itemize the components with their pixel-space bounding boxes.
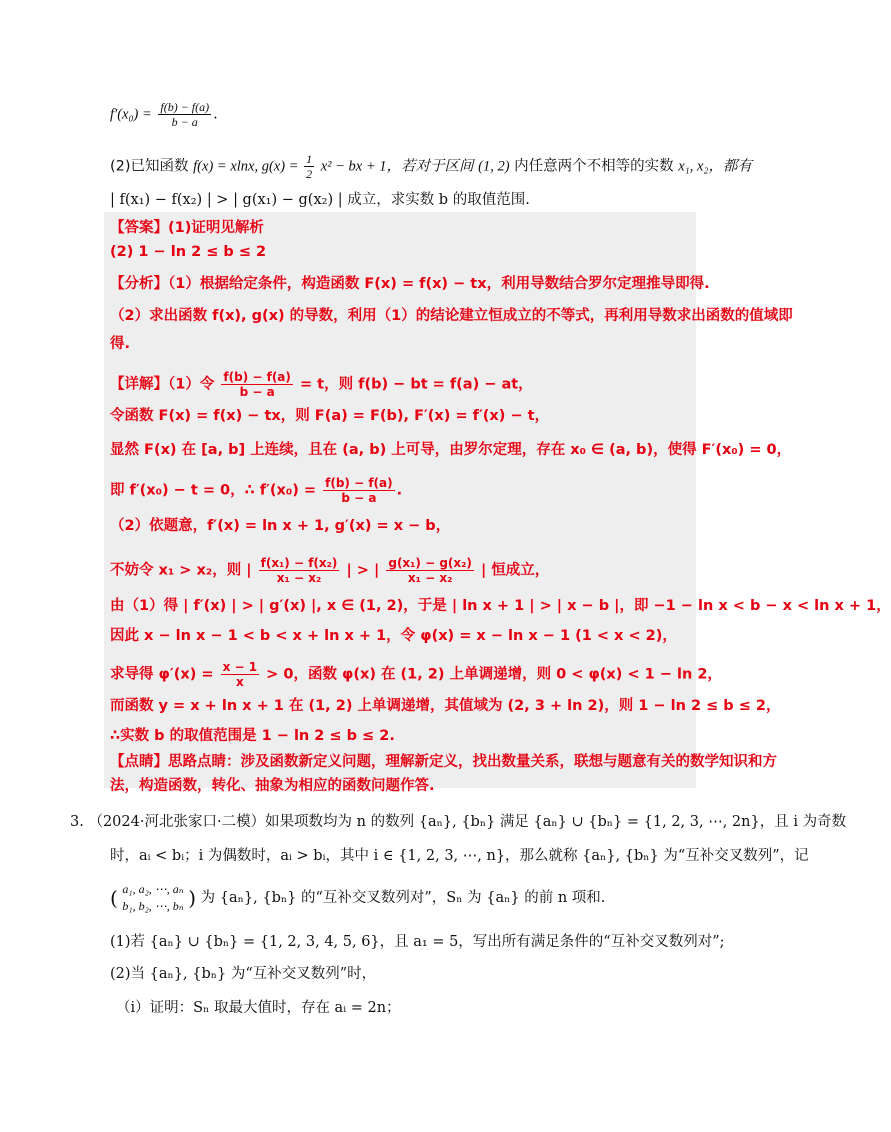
- solution-8: 因此 x − ln x − 1 < b < x + ln x + 1，令 φ(x) = x − ln x − 1 (1 < x < 2)，: [110, 628, 677, 644]
- solution-7: 由（1）得 | f′(x) | > | g′(x) |, x ∈ (1, 2)，于是 | ln x + 1 | > | x − b |，即 −1 − ln x < b − x < ln x + 1，: [110, 598, 891, 614]
- solution-4: 即 f′(x₀) − t = 0，∴ f′(x₀) = $\frac{f(b) - f(a)}{b - a}$ .: [110, 476, 403, 505]
- question-3-part1: (1)若 {aₙ} ∪ {bₙ} = {1, 2, 3, 4, 5, 6}，且 a₁ = 5，写出所有满足条件的“互补交叉数列对”;: [110, 934, 725, 950]
- derivative-conclusion: f′(x₀) = $\frac{f(b) - f(a)}{b - a}$ .: [110, 100, 218, 129]
- tip-2: 法，构造函数，转化、抽象为相应的函数问题作答.: [110, 778, 435, 794]
- question-2-text-line2: | f(x₁) − f(x₂) | > | g(x₁) − g(x₂) | 成立，求实数 b 的取值范围.: [110, 192, 530, 208]
- solution-5: （2）依题意，f′(x) = ln x + 1, g′(x) = x − b，: [110, 518, 451, 534]
- analysis-1: 【分析】（1）根据给定条件，构造函数 F(x) = f(x) − tx，利用导数结合罗尔定理推导即得.: [110, 276, 710, 292]
- solution-3: 显然 F(x) 在 [a, b] 上连续，且在 (a, b) 上可导，由罗尔定理，存在 x₀ ∈ (a, b)，使得 F′(x₀) = 0，: [110, 442, 792, 458]
- question-2-text: (2)已知函数 f(x) = xlnx, g(x) = $\frac{1}{2}$ x² − bx + 1，若对于区间 (1, 2) 内任意两个不相等的实数 x₁, x₂，都有: [110, 152, 752, 181]
- solution-9: 求导得 φ′(x) = $\frac{x - 1}{x}$ > 0，函数 φ(x) 在 (1, 2) 上单调递增，则 0 < φ(x) < 1 − ln 2，: [110, 660, 722, 689]
- answer-range: (2) 1 − ln 2 ≤ b ≤ 2: [110, 244, 267, 260]
- analysis-2-end: 得.: [110, 336, 131, 352]
- solution-1: 【详解】（1）令 $\frac{f(b) - f(a)}{b - a}$ = t，则 f(b) − bt = f(a) − at，: [110, 370, 533, 399]
- answer-heading: 【答案】(1)证明见解析: [110, 220, 264, 236]
- tip-1: 【点睛】思路点睛：涉及函数新定义问题，理解新定义，找出数量关系，联想与题意有关的数学知识和方: [110, 754, 777, 770]
- fraction: $\frac{f(b) - f(a)}{b - a}$: [160, 100, 210, 129]
- question-3-line2: 时，aᵢ < bᵢ；i 为偶数时，aᵢ > bᵢ，其中 i ∈ {1, 2, 3, ⋯, n}，那么就称 {aₙ}, {bₙ} 为“互补交叉数列”，记: [110, 848, 809, 864]
- analysis-2: （2）求出函数 f(x), g(x) 的导数，利用（1）的结论建立恒成立的不等式，再利用导数求出函数的值域即: [110, 308, 793, 324]
- question-3-line1: 3. （2024·河北张家口·二模）如果项数均为 n 的数列 {aₙ}, {bₙ} 满足 {aₙ} ∪ {bₙ} = {1, 2, 3, ⋯, 2n}，且 i 为奇数: [70, 814, 847, 830]
- solution-2: 令函数 F(x) = f(x) − tx，则 F(a) = F(b), F′(x) = f′(x) − t，: [110, 408, 550, 424]
- question-3-line3: ( a₁, a₂, ⋯, aₙ b₁, b₂, ⋯, bₙ ) 为 {aₙ}, {bₙ} 的“互补交叉数列对”，Sₙ 为 {aₙ} 的前 n 项和.: [110, 882, 606, 913]
- solution-10: 而函数 y = x + ln x + 1 在 (1, 2) 上单调递增，其值域为 (2, 3 + ln 2)，则 1 − ln 2 ≤ b ≤ 2，: [110, 698, 781, 714]
- solution-6: 不妨令 x₁ > x₂，则 | $\frac{\text{f(x₁) − f(x₂)}}{\text{x₁ − x₂}}$ | > | $\frac{\text{g(x₁) − g(x₂)}}{\text{x₁ − x₂}}$ | 恒成立，: [110, 556, 550, 585]
- matrix: a₁, a₂, ⋯, aₙ b₁, b₂, ⋯, bₙ: [122, 882, 184, 913]
- question-3-part2: (2)当 {aₙ}, {bₙ} 为“互补交叉数列”时，: [110, 966, 377, 982]
- question-3-part2-i: （i）证明：Sₙ 取最大值时，存在 aᵢ = 2n；: [116, 1000, 401, 1016]
- solution-11: ∴实数 b 的取值范围是 1 − ln 2 ≤ b ≤ 2.: [110, 728, 395, 744]
